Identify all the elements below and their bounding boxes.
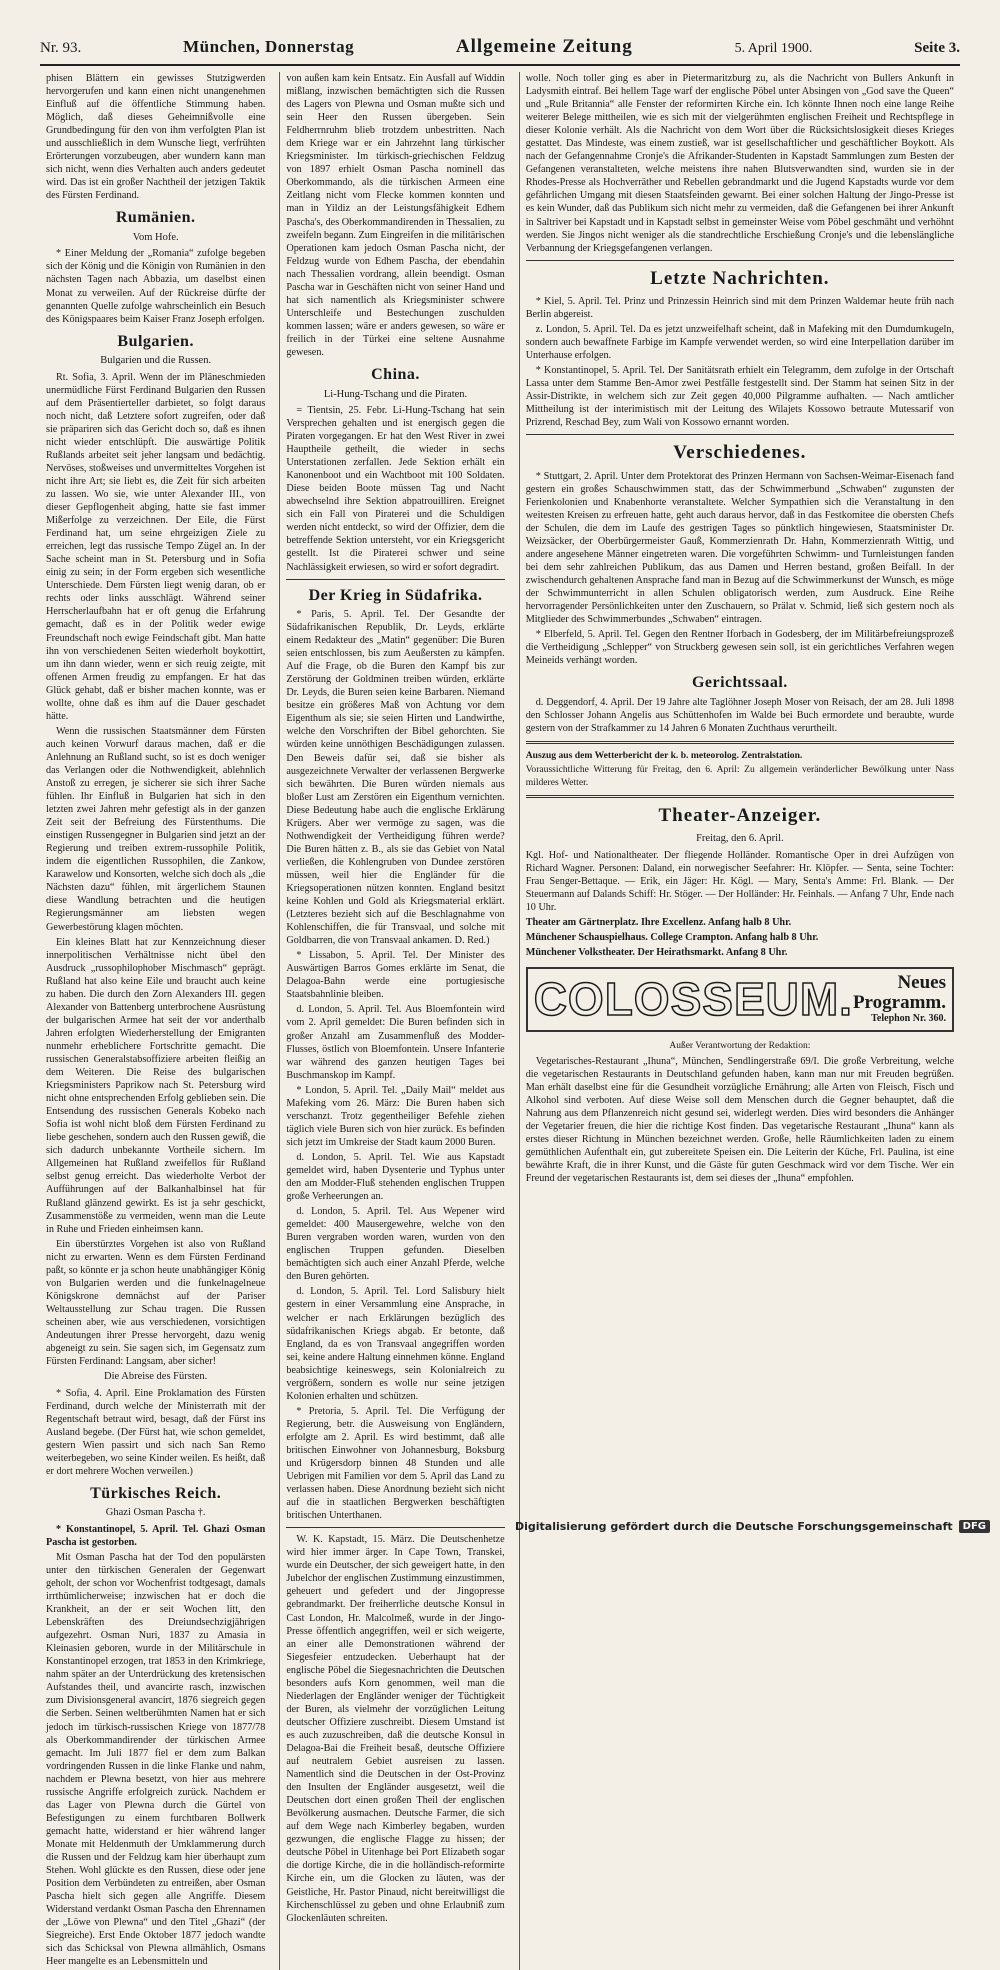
- article-paragraph: W. K. Kapstadt, 15. März. Die Deutschenhetze wird hier immer ärger. In Cape Town, Transkei, wurde ein Deutscher, der sich geweigert hatte, in den Jubelchor der englischen Zustimmung einzustimmen, geheuert und gefedert und der Jingopresse gebrandmarkt. Der freiherrliche deutsche Konsul in Cast London, Hr. Malcolmeß, wurde in der Jingo-Presse öffentlich angegriffen, weil er sich weigerte, an einer alle Demonstrationen während der Siegesfeier entzudecken. Ueberhaupt hat der englische Pöbel die Siegesnachrichten die Deutschen besonders aufs Korn genommen, weil man die Niederlagen der Engländer weniger der Tüchtigkeit der Buren, als vielmehr der vorzüglichen Leitung deutscher Offiziere zuschreibt. Diesem Umstand ist es auch zuzuschreiben, daß die deutsche Konsul in Delagoa-Bai die Freiheit besaß, deutsche Offiziere auf neutralem Gebiet ausreisen zu lassen. Namentlich sind die Deutschen in der Ost-Provinz den Insulten der Engländer ausgesetzt, weil die Deutschen dort einen großen Theil der englischen Bevölkerung ausmachen. Deutsche Farmer, die sich auf dem Wege nach Kimberley begaben, wurden gezwungen, die englische Flagge zu hissen; der deutsche Pöbel in Uitenhage bei Port Elizabeth sogar die dortige Kirche, die in die holländisch-reformirte Kirche ein, um die Glocken zu läuten, was der Geistliche, Hr. Pastor Pinaud, nicht bereitwilligst die Kirchenschlüssel zu geben und ohne Erlaubniß zum Glockenläuten schreiten.: [286, 1534, 505, 1924]
- section-heading-rumaenien: Rumänien.: [115, 209, 196, 227]
- theater-heading: Theater-Anzeiger.: [658, 804, 822, 826]
- article-paragraph: * Konstantinopel, 5. April. Tel. Der Sanitätsrath erhielt ein Telegramm, dem zufolge in der Ortschaft Lassa unter dem Stamme Ben-Amor zwei Pestfälle festgestellt sind. Der Stamm hat seinen Sitz in der Assir-Distrikte, in welchem sich zur Zeit gegen 40,000 Pilgramme aufhalten. — Nach amtlicher Mittheilung ist der interimistisch mit der Leitung des Wilajets Kossowo betraute Mutessarif von Prizrend, Reschad Bey, zum Wali von Kossowo ernannt worden.: [525, 365, 954, 429]
- weather-text: Voraussichtliche Witterung für Freitag, den 6. April: Zu allgemein veränderlicher Bewölkung unter Nass milderes Wetter.: [525, 764, 954, 788]
- article-paragraph: Ein überstürztes Vorgehen ist also von Rußland nicht zu erwarten. Wenn es dem Fürsten Ferdinand paßt, so könnte er ja schon heute unabhängiger König von Bulgarien werden und die funkelnagelneue Königskrone demnächst auf der Pariser Weltausstellung zur Schau tragen. Die Russen scheinen aber, wie aus verschiedenen, vorsichtigen Andeutungen ihrer Presse hervorgeht, dazu wenig abgeneigt zu sein. Sie sagen sich, im Gegensatz zum Fürsten Ferdinand: Langsam, aber sicher!: [46, 1238, 266, 1368]
- article-paragraph: wolle. Noch toller ging es aber in Pietermaritzburg zu, als die Nachricht von Bullers Ankunft in Ladysmith eintraf. Bei hellem Tage warf der englische Pöbel unter Absingen von „God save the Queen“ und „Rule Britannia“ alle Fenster der reformirten Kirche ein. Ich könnte Ihnen noch eine lange Reihe weiterer Belege mittheilen, wie es sich mit der vielgerühmten englischen Freiheit und Rechtspflege in dieser Kolonie verhält. Als die Nachricht von dem Wort über die Rücksichtslosigkeit dieses Krieges gestattet. Das Mindeste, was einem zustieß, war ist gesellschaftlicher und geschäftlicher Boykott. Als nach der Gefangennahme Cronje's die Afrikander-Studenten in Kapstadt Sammlungen zum Besten der Gefangenen veranstalteten, welche meistens ihre nahen Blutsverwandten sind, wurden sie in der Rhodes-Presse als Hochverräther und Rebellen gebrandmarkt und die Jugend Kapstadts wurde vor dem gefährlichen Umgang mit diesen Staatsfeinden gewarnt. Bei einer solchen Haltung der Jingo-Presse ist es kein Wunder, daß das Publikum sich nicht mehr zu vermeiden, daß die Gefangenen bei ihrer Ankunft in Saltriver bei Kapstadt und in Kapstadt selbst in gemeinster Weise vom Pöbel geschmäht und verhöhnt werden. Sie Jingos nicht weniger als die standrechtliche Erschießung Cronje's und die lebenslängliche Verbannung der Kriegsgefangenen verlangen.: [525, 73, 954, 254]
- article-paragraph: * Paris, 5. April. Tel. Der Gesandte der Südafrikanischen Republik, Dr. Leyds, erklärte einem Redakteur des „Matin“ gegenüber: Die Buren seien entschlossen, bis zum Aeußersten zu kämpfen. Auf die Frage, ob die Buren den Kampf bis zur Zerstörung der Goldminen treiben würden, erklärte Dr. Leyds, die Buren seien keine Barbaren. Niemand besitze ein größeres Maß von Achtung vor dem Eigenthum als sie; sie seien Hirten und Landwirthe, welche den Vorschriften der Bibel gehorchten. Sie würden keine unnöthigen Beschädigungen zulassen. Den Beweis dafür sei, daß sie bisher als ausgezeichnete Verwalter der verlassenen Bergwerke sich bewährten. Die Buren würden niemals aus bloßer Lust am Zerstören ein Eigenthum vernichten. Diese Bedeutung habe auch die englische Erklärung Krügers. Aber wer vermöge zu sagen, was die Nothwendigkeit der Vertheidigung führen werde? Die Buren hätten z. B., als sie das Gebiet von Natal verließen, die Kohlengruben von Dundee zerstören müssen, weil hier die Engländer für die Kriegsoperationen nützen konnten. England besitzt keine Kohlen und Gold als Kriegsmaterial erklärt. (Letzteres bezieht sich auf die Beschlagnahme von Kohlenschiffen, die für Transvaal, und solche mit Goldbarren, die von Transvaal ankamen. D. Red.): [286, 609, 505, 947]
- issue-date: 5. April 1900.: [734, 41, 813, 56]
- digitization-footer: [0, 1515, 1000, 1537]
- newspaper-title: Allgemeine Zeitung: [455, 36, 633, 57]
- page-number: Seite 3.: [914, 40, 960, 56]
- section-heading-china: China.: [371, 366, 420, 384]
- article-paragraph: = Tientsin, 25. Febr. Li-Hung-Tschang hat sein Versprechen gehalten und ist energisch gegen die Piraten vorgegangen. Er hat den West River in zwei Hauptheile getheilt, die wieder in sechs Unterstationen zerfallen. Jede Sektion erhält ein Kanonenboot und ein Wachtboot mit 100 Soldaten. Diese beiden Boote müssen Tag und Nacht abwechselnd ihre Sektion abpatrouilliren. Ereignet sich ein Fall von Piraterei und die Schuldigen werden nicht entdeckt, so wird der Offizier, dem die betreffende Sektion untersteht, vor ein Kriegsgericht gestellt. Ist die Piraterei schwer und seine Nachlässigkeit erwiesen, so wird er sofort degradirt.: [286, 404, 505, 573]
- article-paragraph: * Stuttgart, 2. April. Unter dem Protektorat des Prinzen Hermann von Sachsen-Weimar-Eisenach fand gestern ein großes Schauschwimmen statt, das der Schwimmerbund „Schwaben“ zugunsten der Ferienkolonien und Knabenhorte veranstaltete. Welcher Sympathien sich die Veranstaltung in den weitesten Kreisen zu erfreuen hatte, geht auch daraus hervor, daß in das Festkomitee die obersten Chefs der Schulen, die dem im Laufe des gestrigen Tages so pünktlich hingewiesen, Staatsminister Dr. Weizsäcker, der Oberbürgermeister Gauß, Kommerzienrath Dr. Hahn, Kommerzienrath Wittig, und andere angesehene Männer eingetreten waren. Die vorgeführten Schwimm- und Turnleistungen fanden bei dem sehr zahlreichen Publikum, das aus Damen und Herren bestand, großen Beifall. In der zwischendurch gehaltenen Ansprache fand man in Bezug auf die Schwimmerkunst der Wunsch, es möge der Schwimmunterricht in allen Schulen obligatorisch werden, zum Ausdruck. Eine Reihe hervorragender Persönlichkeiten unter den Zuschauern, so Prälat v. Schmid, ließ sich gestern noch als Mitglieder des Schwimmerbundes „Schwaben“ eintragen.: [525, 470, 954, 626]
- issue-number: Nr. 93.: [40, 40, 82, 56]
- divider: [526, 434, 954, 435]
- subheading: Bulgarien und die Russen.: [100, 355, 212, 367]
- footer-text: Digitalisierung gefördert durch die Deutsche Forschungsgemeinschaft: [514, 1519, 953, 1533]
- article-paragraph: * Lissabon, 5. April. Tel. Der Minister des Auswärtigen Barros Gomes erklärte im Senat, die Delagoa-Bahn werde eine portugiesische Staatsbahnlinie bleiben.: [286, 950, 505, 1001]
- subheading: Ghazi Osman Pascha †.: [105, 1507, 206, 1519]
- city-day: München, Donnerstag: [183, 37, 355, 56]
- subheading: Li-Hung-Tschang und die Piraten.: [323, 388, 468, 400]
- section-heading-letzte: Letzte Nachrichten.: [650, 267, 830, 289]
- article-paragraph: d. London, 5. April. Tel. Wie aus Kapstadt gemeldet wird, haben Dysenterie und Typhus unter den am Modder-Fluß stehenden englischen Truppen große Verheerungen an.: [286, 1151, 505, 1203]
- article-paragraph: Wenn die russischen Staatsmänner dem Fürsten auch keinen Vorwurf daraus machen, daß er die Anlehnung an Rußland sucht, so ist es doch weniger das Verlangen oder die Nothwendigkeit, ablehnlich Anstoß zu erregen, je sicherer sie sich ihrer Sache fühlen. Ihr Einfluß in Bulgarien hat sich in den letzten zwei Jahren mehr gefestigt als in der ganzen Zeit seit der Befreiung des Fürstenthums. Die einstigen Russengegner in Bulgarien sind jetzt an der Regierung und treiben extrem-russophile Politik, indem die eigentlichen Russophilen, die Zankow, Karawelow und Konsorten, welche sich doch als „die Nächsten dazu“ fühlen, mit ärgerlichem Staunen diese Wandlung betrachten und die heutigen Regierungsmänner am liebsten wegen Gewerbestörung klagen möchten.: [46, 725, 266, 933]
- colosseum-new: Neues: [897, 971, 946, 993]
- section-heading-krieg: Der Krieg in Südafrika.: [308, 586, 483, 604]
- divider: [526, 260, 954, 261]
- dfg-logo-icon: DFG: [959, 1520, 990, 1533]
- weather-heading: Auszug aus dem Wetterbericht der k. b. meteorolog. Zentralstation.: [525, 750, 803, 762]
- subheading: Vom Hofe.: [132, 231, 179, 243]
- column-2: [279, 72, 510, 1970]
- colosseum-telephone: Telephon Nr. 360.: [871, 1012, 946, 1024]
- article-paragraph: Ein kleines Blatt hat zur Kennzeichnung dieser innerpolitischen Verhältnisse nicht übel den Ausdruck „russophilophober Mischmasch“ geprägt. Rußland hat also keine Eile und braucht auch keine zu haben. Die durch den Zorn Alexanders III. gegen Alexander von Battenberg unterbrochene Ausrüstung der bulgarischen Armee hat seit der vor anderthalb Jahren erfolgten Wiederherstellung der Emigranten nunmehr erheblichere Fortschritte gemacht. Die russischen Generalstabsoffiziere arbeiten fleißig an dem Weiteren. Die Reise des bulgarischen Kriegsministers Paprikow nach St. Petersburg wird nicht ohne entsprechenden Erfolg geblieben sein. Die Entsendung des russischen Generals Kobeko nach Sofia ist wohl nicht bloß dem Fürsten Ferdinand zu liebe geschehen, sondern auch den Russen gewiß, die sich dadurch unbekannte Vortheile sichern. Im Allgemeinen hat Rußland zweifellos für Rußland selbst genug erreicht. Das wiederholte Verbot der Aufführungen auf der Balkanhalbinsel hat für Rußland glänzend gewirkt. Es ist ja sehr geschickt, Zusammenstöße zu vermeiden, wenn man die Leute in Ruhe und Frieden einheimsen kann.: [46, 936, 266, 1235]
- advert-note: Außer Verantwortung der Redaktion:: [669, 1040, 811, 1051]
- article-paragraph: phisen Blättern ein gewisses Stutzigwerden hervorgerufen und kann einen nicht unangenehmen Einfluß auf die öffentliche Stimmung haben. Möglich, daß dieses Geheimnißvolle eine Grundbedingung für den von ihm verfolgten Plan ist und ausschließlich in dem Wunsche liegt, verfrühten Erörterungen vorzubeugen, aber wundern kann man sich nicht, wenn dies Verhalten auch anders gedeutet wird. Das ist ein großer Nachtheil der jetzigen Taktik des Fürsten Ferdinand.: [46, 73, 266, 202]
- divider: [286, 579, 504, 580]
- article-paragraph: * London, 5. April. Tel. „Daily Mail“ meldet aus Mafeking vom 26. März: Die Buren haben sich verschanzt. Trotz gegentheiliger Befehle ziehen täglich viele Buren sich von hier zurück. Es befinden sich jetzt im Umkreise der Stadt kaum 2000 Buren.: [286, 1084, 505, 1148]
- colosseum-side: [853, 973, 946, 1026]
- article-paragraph: * Kiel, 5. April. Tel. Prinz und Prinzessin Heinrich sind mit dem Prinzen Waldemar heute früh nach Berlin abgereist.: [525, 295, 954, 321]
- theater-date: Freitag, den 6. April.: [696, 833, 784, 845]
- section-heading-tuerkei: Türkisches Reich.: [90, 1484, 222, 1502]
- article-paragraph: * Pretoria, 5. April. Tel. Die Verfügung der Regierung, betr. die Ausweisung von Engländern, erfolgte am 2. April. Es wird bestimmt, daß alle britischen Einwohner von Johannesburg, Boksburg und Krügersdorp binnen 48 Stunden und alle Uebrigen mit Familien vor dem 5. April das Land zu verlassen haben. Diese Anordnung bezieht sich nicht auf die in staatlichen Bergwerken beschäftigten britischen Unterthanen.: [286, 1405, 505, 1522]
- article-paragraph: Mit Osman Pascha hat der Tod den populärsten unter den türkischen Generalen der Gegenwart geholt, der schon vor Wochenfrist todtgesagt, damals irrthümlicherweise; inzwischen hat er doch die Krankheit, an der er seit Wochen litt, den Lebenskräften des Dreiundsechzigjährigen aufgezehrt. Osman Nuri, 1837 zu Amasia in Kleinasien geboren, wurde in der Militärschule in Konstantinopel erzogen, trat 1853 in den Krimkriege, nahm später an der Unterdrückung des kretensischen Aufstandes theil, und avancirte rasch, inzwischen zum Divisionsgeneral avancirt, 1876 siegreich gegen die Serben. Seinen weltberühmten Namen hat er sich jedoch im türkisch-russischen Kriege von 1877/78 als Oberkommandirender der türkischen Armee gemacht. Im Juli 1877 fiel er dem zum Balkan vordringenden Russen in die linke Flanke und nahm, nachdem er Plewna besetzt, von hier aus mehrere russische Angriffe erfolgreich zurück. Nachdem er das Lager von Plewna durch die Gürtel von Befestigungen zu einem furchtbaren Bollwerk gemacht hatte, widerstand er hier während langer Monate mit Heldenmuth der Umklammerung durch die Russen und der Feldzug kam hier überhaupt zum Stehen. Wohl glückte es den Russen, diese oder jene Position dem Verbündeten zu entreißen, aber Osman Pascha hielt sich gegen alle Angriffe. Diesem Widerstand verdankt Osman Pascha den Ehrennamen der „Löwe von Plewna“ und den Titel „Ghazi“ (der Siegreiche). Erst Ende Oktober 1877 jedoch wandte sich das Schicksal von Plewna allmählich, Osmans Heer mangelte es an Lebensmitteln und: [46, 1551, 266, 1968]
- section-heading-bulgarien: Bulgarien.: [117, 332, 194, 350]
- article-paragraph: z. London, 5. April. Tel. Da es jetzt unzweifelhaft scheint, daß in Mafeking mit den Dumdumkugeln, sondern auch bewaffnete Farbige im Kampfe verwendet werden, so wird eine Interpellation darüber im Unterhause erfolgen.: [525, 324, 954, 362]
- section-heading-gerichtssaal: Gerichtssaal.: [691, 674, 788, 692]
- theater-listing: Kgl. Hof- und Nationaltheater. Der fliegende Holländer. Romantische Oper in drei Aufzügen von Richard Wagner. Personen: Daland, ein norwegischer Seefahrer: Hr. Klöpfer. — Senta, seine Tochter: Frau Senger-Bettaque. — Erik, ein Jäger: Hr. Kögl. — Mary, Senta's Amme: Frl. Blank. — Der Steuermann auf Dalands Schiff: Hr. Stöger. — Der Holländer: Hr. Feinhals. — Anfang 7 Uhr, Ende nach 10 Uhr.: [525, 849, 954, 913]
- masthead: [40, 36, 960, 66]
- article-paragraph: * Einer Meldung der „Romania“ zufolge begeben sich der König und die Königin von Rumänien in den nächsten Tagen nach Abbazia, um daselbst einen Monat zu verweilen. Auf der Rückreise dürfte der genannten Quelle zufolge wahrscheinlich ein Besuch des Königspaares beim Kaiser Franz Joseph erfolgen.: [46, 248, 266, 325]
- article-paragraph: d. London, 5. April. Tel. Aus Bloemfontein wird vom 2. April gemeldet: Die Buren befinden sich in großer Anzahl am Zusammenfluß des Modder-Flusses, östlich von Bloemfontein. Unsere Infanterie war während des ganzen heutigen Tages bei Buschmanskop im Kampf.: [286, 1004, 505, 1081]
- article-paragraph: * Sofia, 4. April. Eine Proklamation des Fürsten Ferdinand, durch welche der Ministerrath mit der Regentschaft betraut wird, besagt, daß der Fürst ins Ausland begebe. (Der Fürst hat, wie schon gemeldet, gestern Wien passirt und sich nach San Remo weiterbegeben, wo seine Kinder weilen. Es heißt, daß er dort mehrere Wochen verweilen.): [46, 1387, 266, 1477]
- theater-listing: Münchener Volkstheater. Der Heirathsmarkt. Anfang 8 Uhr.: [525, 946, 788, 958]
- article-paragraph: d. Deggendorf, 4. April. Der 19 Jahre alte Taglöhner Joseph Moser von Reisach, der am 28. Juli 1898 den Schlosser Johann Angelis aus Schüttenhofen im Walde bei Buch ermordete und beraubte, wurde gestern von der Strafkammer zu 14 Jahren 6 Monaten Zuchthaus verurtheilt.: [525, 696, 954, 735]
- article-paragraph: d. London, 5. April. Tel. Lord Salisbury hielt gestern in einer Versammlung eine Ansprache, in welcher er nach Erklärungen bezüglich des südafrikanischen Kriegs abgab. Er betonte, daß England, da es von Transvaal angegriffen worden sei, keine andere Haltung einnehmen könne. England beabsichtige keineswegs, sein Kolonialreich zu vergrößern, sondern es wolle nur seine jetzigen Kolonien erhalten und schützen.: [286, 1286, 505, 1402]
- subheading: Die Abreise des Fürsten.: [104, 1371, 208, 1383]
- colosseum-title: COLOSSEUM.: [533, 973, 853, 1026]
- article-paragraph: von außen kam kein Entsatz. Ein Ausfall auf Widdin mißlang, inzwischen bemächtigten sich die Russen des Lagers von Plewna und Osman mußte sich und sein Heer den Russen übergeben. Sein Feldherrnruhm blieb trotzdem unbestritten. Nach dem Kriege war er ein Jahrzehnt lang türkischer Kriegsminister. Im türkisch-griechischen Feldzug von 1897 erhielt Osman Pascha nominell das Oberkommando, als die türkischen Armeen eine Zeitlang nicht vom Flecke kommen konnten und man in Yildiz an der Leistungsfähigkeit Edhem Pascha's, des Oberkommandirenden in Thessalien, zu zweifeln begann. Zum Eingreifen in die militärischen Operationen kam jedoch Osman Pascha nicht, der Feldzug wurde von Edhem Pascha, der ebendahin nach Thessalien vordrang, allein beendigt. Osman Pascha war in Geschäften nicht von seiner Hand und hat sich namentlich als Kriegsminister schwere Unterschleife und Bestechungen zuschulden kommen lassen; wäre er anders gewesen, so wäre er freilich in der Türkei eine seltene Ausnahme gewesen.: [286, 73, 505, 358]
- section-heading-verschiedenes: Verschiedenes.: [673, 442, 807, 464]
- article-paragraph: d. London, 5. April. Tel. Aus Wepener wird gemeldet: 400 Mausergewehre, welche von den Buren vergraben worden waren, wurden von den englischen Truppen gefunden. Dieselben bemächtigten sich auch einer Anzahl Pferde, welche den Buren gehörten.: [286, 1206, 505, 1283]
- article-paragraph: * Elberfeld, 5. April. Tel. Gegen den Rentner Iforbach in Godesberg, der im Militärbefreiungsprozeß die Vertheidigung „Schlepper“ von Struckberg gewesen sein soll, ist ein gerichtliches Verfahren wegen Meineids verhängt worden.: [525, 629, 954, 667]
- divider: [526, 795, 954, 798]
- theater-listing: Münchener Schauspielhaus. College Crampton. Anfang halb 8 Uhr.: [525, 931, 819, 943]
- advert-text: Vegetarisches-Restaurant „Ihuna“, München, Sendlingerstraße 69/I. Die große Verbreitung, welche die vegetarischen Restaurants in Deutschland gefunden haben, kann man nur mit Freuden begrüßen. Man erhält daselbst eine für die Gesundheit vorzügliche Ernährung; alle Arten von Fleisch, Fisch und Alkohol sind verboten. Auf diese Weise soll dem Menschen durch die Gegner behauptet, daß die Nahrung aus dem Pflanzenreich nicht gesund sei, widerlegt werden. Dies wird besonders die Anhänger der Vegetarier freuen, die hier die richtige Kost finden. Das vegetarische Restaurant „Ihuna“ kann als erstes dieser Richtung in München bezeichnet werden. Große, helle Räumlichkeiten laden zu einem gemüthlichen Aufenthalt ein, gut zubereitete Speisen ein. Die Leiterin der Küche, Frl. Paulina, ist eine bewährte Kraft, die in ihrer Kunst, und die Gäste für guten Geschmack wird vor dem Tische. Wer ein Freund der vegetarischen Restaurants ist, dem sei dieses der „Ihuna“ empfohlen.: [525, 1055, 954, 1185]
- article-paragraph: Rt. Sofia, 3. April. Wenn der im Pläneschmieden unermüdliche Fürst Ferdinand Bulgarien den Russen auf dem Präsentierteller darbietet, so folgt daraus noch nicht, daß Letztere sofort zugreifen, oder daß sie präpariren sich das Gericht doch so, daß es ihnen nicht wieder entschlüpft. Die auswärtige Politik Rußlands arbeitet seit jeher langsam und bedächtig. Nervöses, stoßweises und unvermitteltes Vorgehen ist nicht ihre Art; sie liebt es, die Zeit für sich arbeiten zu lassen. Wo sie, wie unter Alexander III., von dieser Gepflogenheit abging, hatte sie fast immer Mißerfolge zu verzeichnen. Der Eile, die Fürst Ferdinand hat, um seine ehrgeizigen Ziele zu erreichen, legt das russische Tempo Zügel an. In der Sache scheint man in St. Petersburg und in Sofia einig zu sein; in der Form ergeben sich wesentliche Unterschiede. Dem Fürsten liegt wenig daran, ob er rechts oder links ausschlägt. Während seiner Herrscherlaufbahn hat er oft genug die Erfahrung gemacht, daß es in der Politik weder ewige Freundschaft noch ewige Feindschaft gibt. Man hatte ihn von verschiedenen Seiten wiederholt boykottirt, um ihn dann wieder, wenn er sich reuig zeigte, mit offenen Armen freudig zu empfangen. Er hat das Glück gehabt, daß er bisher machen konnte, was er wollte, ohne daß es ihm auf die Dauer geschadet hätte.: [46, 371, 266, 722]
- colosseum-advert: [526, 967, 954, 1032]
- colosseum-program: Programm.: [852, 991, 946, 1013]
- divider: [526, 741, 954, 744]
- article-paragraph: * Konstantinopel, 5. April. Tel. Ghazi Osman Pascha ist gestorben.: [46, 1523, 266, 1548]
- column-3: [519, 72, 960, 1970]
- column-1: [40, 72, 271, 1970]
- theater-listing: Theater am Gärtnerplatz. Ihre Excellenz. Anfang halb 8 Uhr.: [525, 916, 792, 928]
